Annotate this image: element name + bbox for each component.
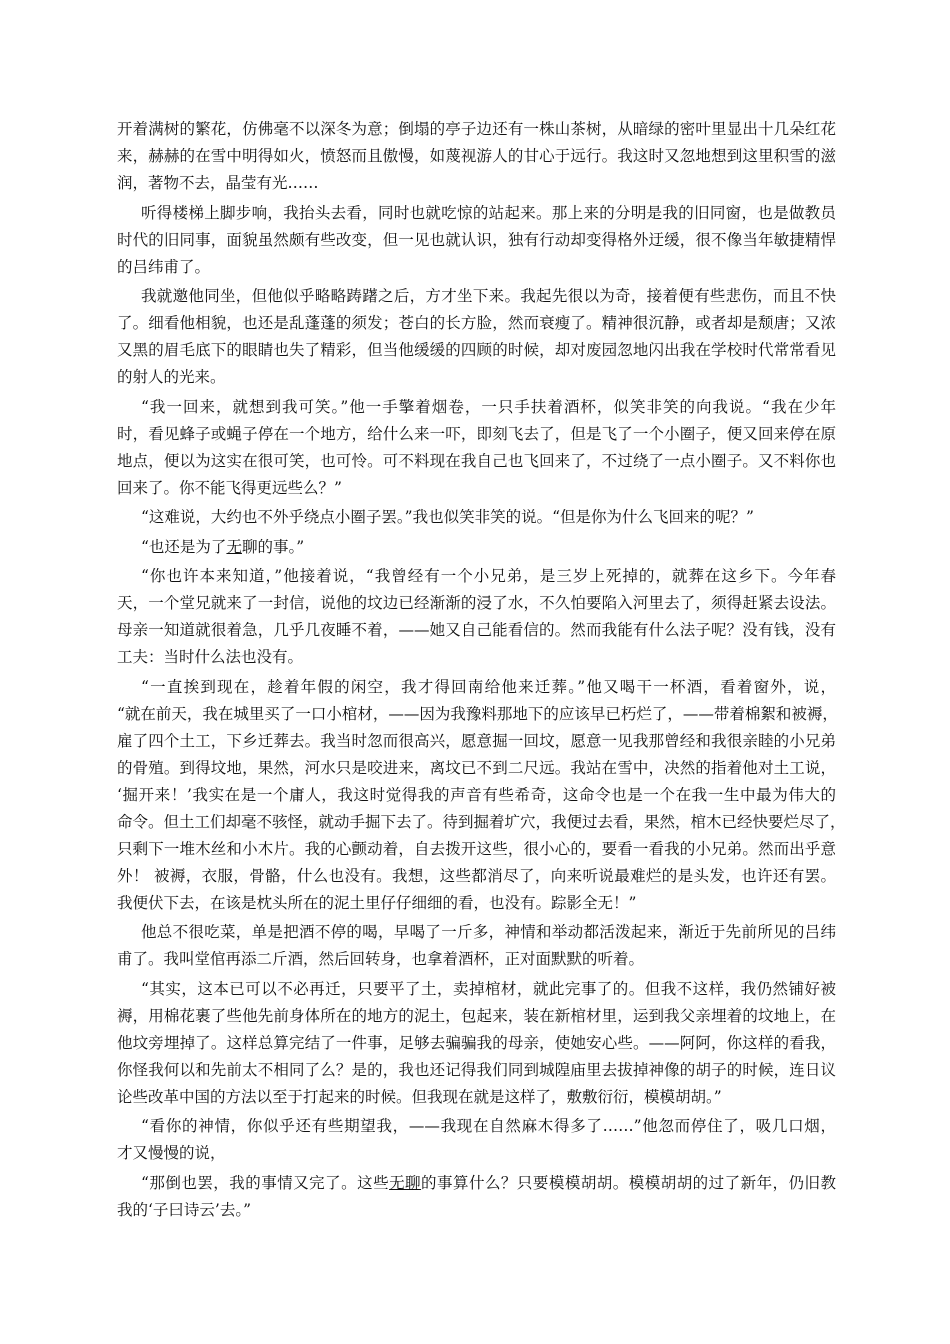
text-line xyxy=(117,563,836,590)
line-text: 工夫：当时什么法也没有。 xyxy=(117,648,304,666)
line-text: 他总不很吃菜，单是把酒不停的喝，早喝了一斤多，神情和举动都活泼起来，渐近于先前所见的吕纬 xyxy=(141,923,836,941)
text-line xyxy=(117,809,846,836)
paragraph xyxy=(117,976,836,1111)
line-text: 褥，用棉花裹了些他先前身体所在的地方的泥土，包起来，装在新棺材里，运到我父亲埋着的坟地上，在 xyxy=(117,1006,836,1025)
line-text: 了。细看他相貌，也还是乱蓬蓬的须发；苍白的长方脸，然而衰瘦了。精神很沉静，或者却是颓唐；又浓 xyxy=(117,314,836,332)
line-text: 来，赫赫的在雪中明得如火，愤怒而且傲慢，如蔑视游人的甘心于远行。我这时又忽地想到这里积雪的滋 xyxy=(117,147,836,165)
line-text: 外！ 被褥，衣服，骨骼，什么也没有。我想，这些都消尽了，向来听说最难烂的是头发，也许还有罢。 xyxy=(117,866,836,885)
text-line xyxy=(117,504,836,531)
line-text: 只剩下一堆木丝和小木片。我的心颤动着，自去拨开这些，很小心的，要看一看我的小兄弟。然而出乎意 xyxy=(117,839,836,858)
text-line xyxy=(117,1113,836,1140)
text-line xyxy=(117,310,836,337)
line-text: 命令。但土工们却毫不骇怪，就动手掘下去了。待到掘着圹穴，我便过去看，果然，棺木已经快要烂尽了， xyxy=(117,812,846,831)
text-line xyxy=(117,1084,836,1111)
text-line xyxy=(117,448,836,475)
text-line xyxy=(117,1170,836,1197)
text-line xyxy=(117,919,836,946)
text-line xyxy=(117,644,836,671)
line-text: 天，一个堂兄就来了一封信，说他的坟边已经渐渐的浸了水，不久怕要陷入河里去了，须得赶紧去设法。 xyxy=(117,594,836,612)
paragraph xyxy=(117,534,836,561)
text-line xyxy=(117,1057,836,1084)
line-text: 我就邀他同坐，但他似乎略略踌躇之后，方才坐下来。我起先很以为奇，接着便有些悲伤，而且不快 xyxy=(141,287,836,305)
text-line xyxy=(117,836,836,863)
line-text: 母亲一知道就很着急，几乎几夜睡不着，——她又自己能看信的。然而我能有什么法子呢？没有钱，没有 xyxy=(117,621,836,639)
line-text: 聊的事。” xyxy=(241,537,305,556)
line-text: 又黑的眉毛底下的眼睛也失了精彩，但当他缓缓的四顾的时候，却对废园忽地闪出我在学校时代常常看见 xyxy=(117,341,836,359)
paragraph xyxy=(117,919,836,973)
text-line xyxy=(117,143,836,170)
line-text: 时，看见蜂子或蝇子停在一个地方，给什么来一吓，即刻飞去了，但是飞了一个小圈子，便又回来停在原 xyxy=(117,424,836,443)
line-text: “就在前天，我在城里买了一口小棺材，——因为我豫料那地下的应该早已朽烂了，——带着棉絮和被褥， xyxy=(117,704,838,723)
text-line xyxy=(117,475,836,502)
text-line xyxy=(117,364,836,391)
line-text: “这难说，大约也不外乎绕点小圈子罢。”我也似笑非笑的说。“但是你为什么飞回来的呢？” xyxy=(141,508,754,526)
text-line xyxy=(117,116,836,143)
line-text: 他坟旁埋掉了。这样总算完结了一件事，足够去骗骗我的母亲，使她安心些。——阿阿，你这样的看我， xyxy=(117,1033,836,1052)
text-line xyxy=(117,1140,836,1167)
text-line xyxy=(117,421,836,448)
text-line xyxy=(117,394,836,421)
underlined-text: 无 xyxy=(226,537,242,556)
text-line xyxy=(117,617,836,644)
line-text: 甫了。我叫堂倌再添二斤酒，然后回转身，也拿着酒杯，正对面默默的听着。 xyxy=(117,950,645,968)
text-line xyxy=(117,701,836,728)
line-text: 回来了。你不能飞得更远些么？” xyxy=(117,478,342,497)
text-line xyxy=(117,283,836,310)
line-text: 的吕纬甫了。 xyxy=(117,257,211,276)
line-text: 才又慢慢的说， xyxy=(117,1144,226,1162)
text-line xyxy=(117,337,836,364)
line-text: “也还是为了 xyxy=(141,537,227,556)
text-line xyxy=(117,200,836,227)
document-body xyxy=(117,116,846,1226)
line-text: “你也许本来知道，”他接着说，“我曾经有一个小兄弟，是三岁上死掉的，就葬在这乡下。今年春 xyxy=(141,567,836,585)
line-text: 润，著物不去，晶莹有光…… xyxy=(117,174,319,192)
text-line xyxy=(117,534,836,561)
underlined-text: 无聊 xyxy=(389,1173,422,1192)
paragraph xyxy=(117,1113,836,1167)
line-text: 时代的旧同事，面貌虽然颇有些改变，但一见也就认识，独有行动却变得格外迂缓，很不像当年敏捷精悍 xyxy=(117,230,836,249)
line-text: 你怪我何以和先前太不相同了么？是的，我也还记得我们同到城隍庙里去拔掉神像的胡子的时候，连日议 xyxy=(117,1060,836,1079)
line-text: 我便伏下去，在该是枕头所在的泥土里仔仔细细的看，也没有。踪影全无！” xyxy=(117,893,637,912)
text-line xyxy=(117,755,836,782)
text-line xyxy=(117,254,836,281)
paragraph xyxy=(117,504,836,531)
line-text: “看你的神情，你似乎还有些期望我，——我现在自然麻木得多了……”他忽而停住了，吸几口烟， xyxy=(141,1117,836,1135)
text-line xyxy=(117,976,836,1003)
line-text: 开着满树的繁花，仿佛毫不以深冬为意；倒塌的亭子边还有一株山茶树，从暗绿的密叶里显出十几朵红花 xyxy=(117,120,836,138)
line-text: “其实，这本已可以不必再迁，只要平了土，卖掉棺材，就此完事了的。但我不这样，我仍然铺好被 xyxy=(141,979,836,998)
text-line xyxy=(117,890,836,917)
paragraph xyxy=(117,1170,836,1224)
line-text: 我的‘子曰诗云’去。” xyxy=(117,1200,252,1219)
line-text: 的骨殖。到得坟地，果然，河水只是咬进来，离坟已不到二尺远。我站在雪中，决然的指着他对土工说， xyxy=(117,758,836,777)
line-text: “那倒也罢，我的事情又完了。这些 xyxy=(141,1173,390,1192)
text-line xyxy=(117,170,836,197)
line-text: 地点，便以为这实在很可笑，也可怜。可不料现在我自己也飞回来了，不过绕了一点小圈子。又不料你也 xyxy=(117,451,836,470)
paragraph xyxy=(117,394,836,502)
paragraph xyxy=(117,563,836,671)
text-line xyxy=(117,590,836,617)
paragraph xyxy=(117,283,836,391)
text-line xyxy=(117,1003,836,1030)
paragraph xyxy=(117,674,846,917)
paragraph xyxy=(117,116,836,197)
text-line xyxy=(117,1030,836,1057)
line-text: 的事算什么？只要模模胡胡。模模胡胡的过了新年，仍旧教 xyxy=(421,1173,836,1192)
text-line xyxy=(117,1197,836,1224)
line-text: “我一回来，就想到我可笑。”他一手擎着烟卷，一只手扶着酒杯，似笑非笑的向我说。“我在少年 xyxy=(141,397,836,416)
text-line xyxy=(117,674,836,701)
text-line xyxy=(117,227,836,254)
text-line xyxy=(117,863,836,890)
line-text: ‘掘开来！’我实在是一个庸人，我这时觉得我的声音有些希奇，这命令也是一个在我一生中最为伟大的 xyxy=(117,785,836,804)
line-text: 论些改革中国的方法以至于打起来的时候。但我现在就是这样了，敷敷衍衍，模模胡胡。” xyxy=(117,1087,722,1106)
text-line xyxy=(117,782,836,809)
text-line xyxy=(117,728,836,755)
line-text: 听得楼梯上脚步响，我抬头去看，同时也就吃惊的站起来。那上来的分明是我的旧同窗，也是做教员 xyxy=(141,203,836,222)
line-text: 的射人的光来。 xyxy=(117,368,226,386)
line-text: 雇了四个土工，下乡迁葬去。我当时忽而很高兴，愿意掘一回坟，愿意一见我那曾经和我很亲睦的小兄弟 xyxy=(117,731,836,750)
line-text: “一直挨到现在，趁着年假的闲空，我才得回南给他来迁葬。”他又喝干一杯酒，看着窗外，说， xyxy=(141,677,836,696)
paragraph xyxy=(117,200,836,281)
text-line xyxy=(117,946,836,973)
